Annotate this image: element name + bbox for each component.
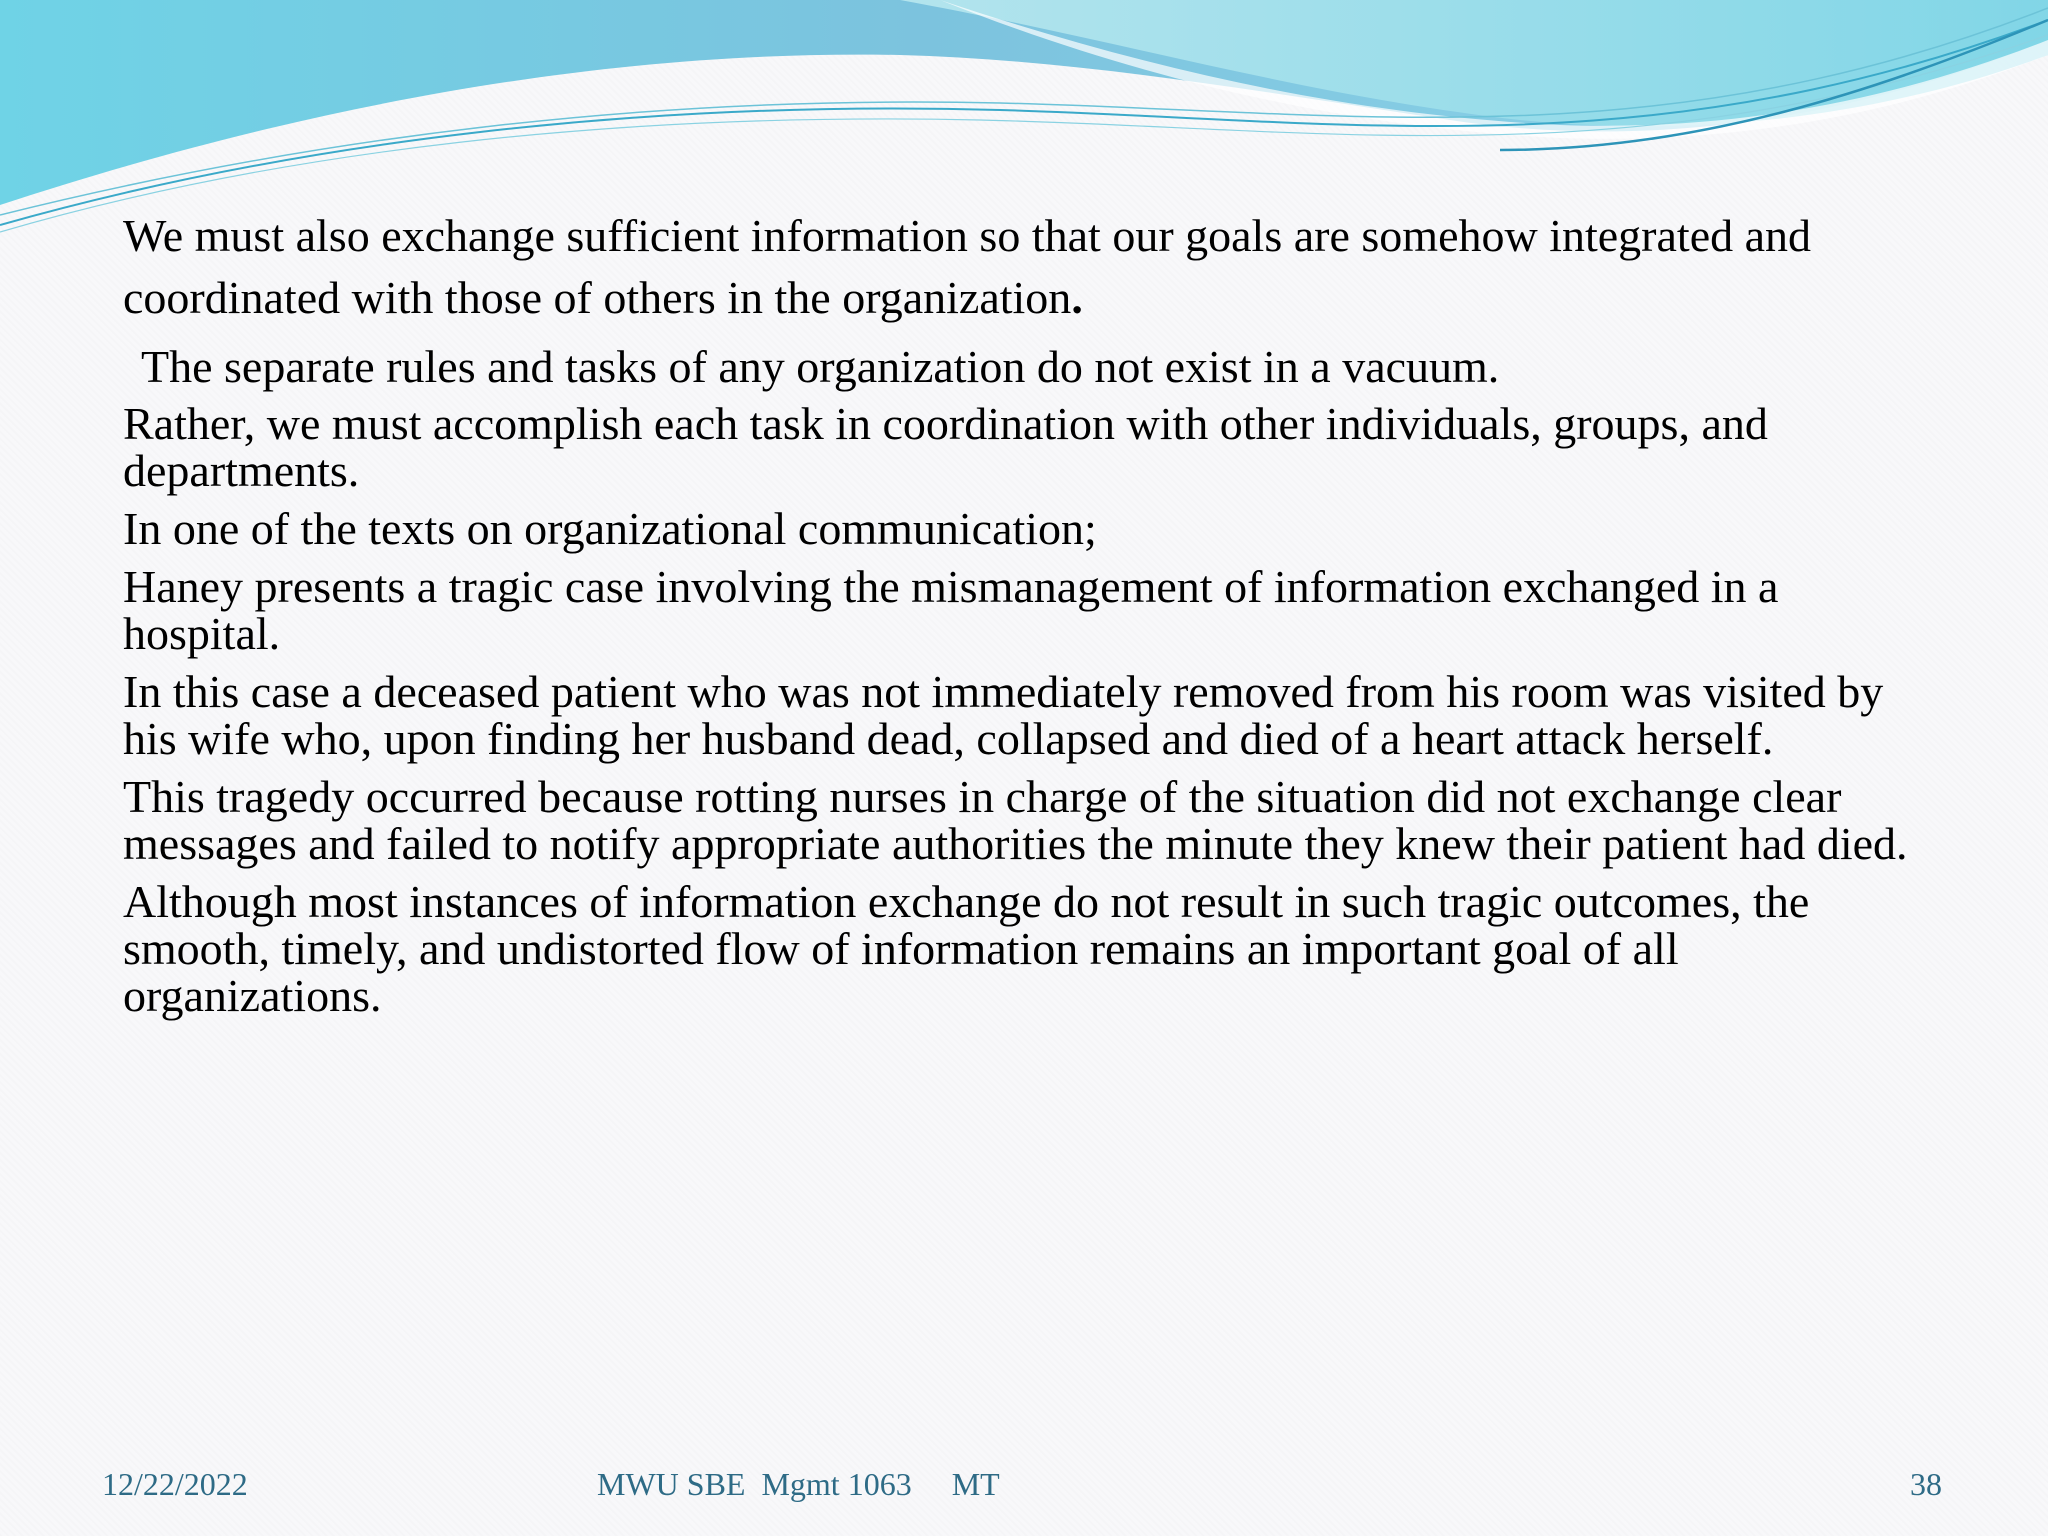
paragraph-3: Rather, we must accomplish each task in coordination with other individuals, groups, and departments. <box>123 398 1768 496</box>
paragraph-6: In this case a deceased patient who was not immediately removed from his room was visited by his wife who, upon finding her husband dead, collapsed and died of a heart attack herself. <box>123 666 1884 764</box>
footer-page-number: 38 <box>1910 1466 1942 1502</box>
footer-date: 12/22/2022 <box>102 1466 248 1502</box>
paragraph-1: We must also exchange sufficient information so that our goals are somehow integrated and coordinated with those of others in the organization. <box>123 210 1812 323</box>
slide-body <box>123 205 1913 1019</box>
footer-course-label: MWU SBE Mgmt 1063 MT <box>597 1466 1000 1502</box>
paragraph-7: This tragedy occurred because rotting nurses in charge of the situation did not exchange clear messages and failed to notify appropriate authorities the minute they knew their patient had died. <box>123 771 1908 869</box>
paragraph-5: Haney presents a tragic case involving the mismanagement of information exchanged in a hospital. <box>123 561 1779 659</box>
paragraph-8: Although most instances of information exchange do not result in such tragic outcomes, the smooth, timely, and undistorted flow of information remains an important goal of all organizations. <box>123 876 1810 1021</box>
paragraph-2: The separate rules and tasks of any organization do not exist in a vacuum. <box>141 341 1500 392</box>
decorative-wave-header <box>0 0 2048 240</box>
paragraph-4: In one of the texts on organizational communication; <box>123 503 1097 554</box>
